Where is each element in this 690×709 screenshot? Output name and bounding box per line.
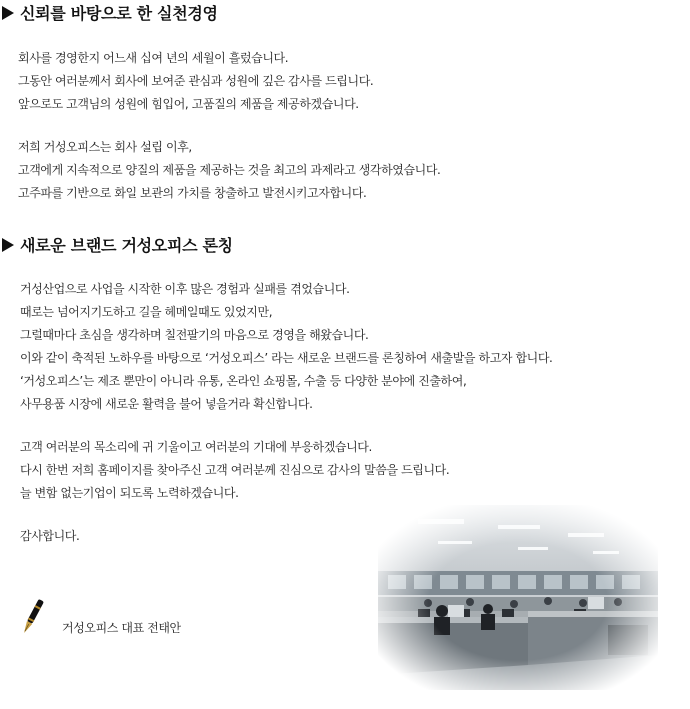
triangle-bullet-icon xyxy=(2,238,14,252)
paragraph-line: 고주파를 기반으로 화일 보관의 가치를 창출하고 발전시키고자합니다. xyxy=(18,186,367,200)
paragraph-line: 고객에게 지속적으로 양질의 제품을 제공하는 것을 최고의 과제라고 생각하였습니다. xyxy=(18,163,441,177)
paragraph-line: 때로는 넘어지기도하고 길을 헤메일때도 있었지만, xyxy=(20,305,273,319)
section-heading-trust xyxy=(2,1,218,24)
paragraph-line: 다시 한번 저희 홈페이지를 찾아주신 고객 여러분께 진심으로 감사의 말씀을 드립니다. xyxy=(20,463,450,477)
section-title: 새로운 브랜드 거성오피스 론칭 xyxy=(20,236,233,255)
paragraph-line: 고객 여러분의 목소리에 귀 기울이고 여러분의 기대에 부응하겠습니다. xyxy=(20,440,372,454)
signature: 거성오피스 대표 전태안 xyxy=(62,621,181,635)
paragraph-line: 회사를 경영한지 어느새 십여 년의 세월이 흘렀습니다. xyxy=(18,51,289,65)
paragraph-line: 저희 거성오피스는 회사 설립 이후, xyxy=(18,140,192,154)
paragraph-line: 그동안 여러분께서 회사에 보여준 관심과 성원에 깊은 감사를 드립니다. xyxy=(18,74,374,88)
paragraph-line: 이와 같이 축적된 노하우를 바탕으로 ‘거성오피스’ 라는 새로운 브랜드를 론칭하여 새출발을 하고자 합니다. xyxy=(20,351,553,365)
section-heading-brand xyxy=(2,233,233,256)
paragraph-line: 사무용품 시장에 새로운 활력을 불어 넣을거라 확신합니다. xyxy=(20,397,313,411)
paragraph-line: 늘 변함 없는기업이 되도록 노력하겠습니다. xyxy=(20,486,239,500)
closing-line: 감사합니다. xyxy=(20,529,80,543)
paragraph-line: 앞으로도 고객님의 성원에 힘입어, 고품질의 제품을 제공하겠습니다. xyxy=(18,97,359,111)
section-body-trust xyxy=(18,47,440,205)
paragraph-line: 거성산업으로 사업을 시작한 이후 많은 경험과 실패를 겪었습니다. xyxy=(20,282,350,296)
office-photo xyxy=(378,505,658,690)
triangle-bullet-icon xyxy=(2,6,14,20)
fountain-pen-icon xyxy=(20,597,44,643)
section-title: 신뢰를 바탕으로 한 실천경영 xyxy=(20,4,218,23)
paragraph-line: 그럴때마다 초심을 생각하며 칠전팔기의 마음으로 경영을 해왔습니다. xyxy=(20,328,369,342)
paragraph-line: ‘거성오피스’는 제조 뿐만이 아니라 유통, 온라인 쇼핑몰, 수출 등 다양한 분야에 진출하여, xyxy=(20,374,467,388)
